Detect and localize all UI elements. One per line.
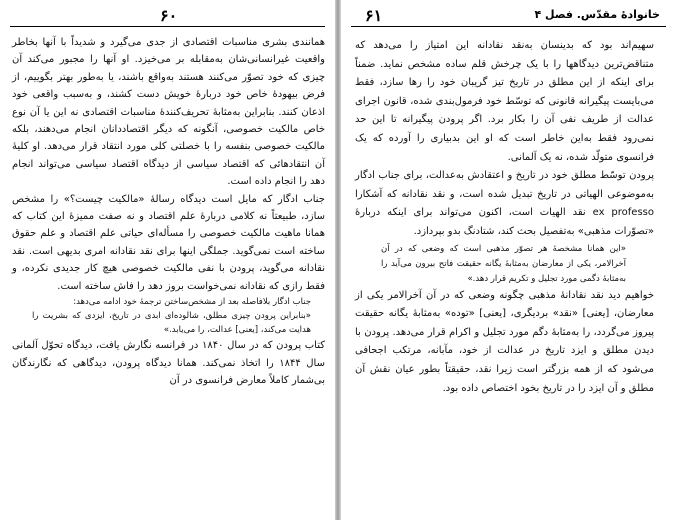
right-page-header — [351, 4, 666, 27]
right-page — [341, 0, 676, 520]
right-page-body — [355, 37, 654, 398]
right-quote: «این همانا مشخصهٔ هر تصوّر مذهبی است که وضعی که در آن آخرالامر، یکی از معارضان به‌مثابهٔ یگانه حقیقت فاتح بیرون می‌آید را به‌مثابهٔ دگمی مورد تجلیل و تکریم قرار دهد.» — [381, 243, 626, 284]
right-paragraph-2 — [355, 167, 654, 241]
left-quote-intro: جناب ادگار بلافاصله بعد از مشخص‌ساختن ترجمهٔ خود ادامه می‌دهد: — [73, 297, 311, 308]
left-quote: «بنابراین پرودن چیزی مطلق، شالوده‌ای ابدی در تاریخ، ایزدی که بشریت را هدایت می‌کند، [یعنی] عدالت، را می‌یابد.» — [32, 311, 311, 336]
latin-phrase: ex professo — [592, 207, 654, 219]
right-paragraph-2-start: پرودن توسّط مطلق خود در تاریخ و اعتقادش به‌عدالت، برای جناب ادگار به‌موضوعی الهیاتی در تاریخ تبدیل شده است، و نقد نقادانه که آشکارا — [355, 170, 654, 200]
right-closing-paragraph: خواهیم دید نقد نقادانهٔ مذهبی چگونه وضعی که در آن آخرالامر یکی از معارضان، [یعنی] «نقد» بردیگری، [یعنی] «توده» به‌مثابهٔ یگانه حقیقت پیروز می‌گردد، را به‌مثابهٔ دگم مورد تجلیل و اکرام قرار می‌دهد. پرودن با دیدن مطلق و ایزد تاریخ در عدالت از خود، مآبانه، مرتکب اجحافی می‌شود که از همه بزرگتر است زیرا نقد، حقیقتاً بطور عیان نقش آن مطلق و آن ایزد را در تاریخ بخود اختصاص داده بود. — [355, 289, 654, 394]
left-page-number: ۶۰ — [160, 6, 178, 25]
running-head: خانوادهٔ مقدّس. فصل ۴ — [534, 8, 660, 21]
left-page-body — [12, 34, 325, 389]
right-paragraph-2-end: نقد الهیات است، اکنون می‌تواند برای اینکه دربارهٔ «تصوّرات مذهبی» به‌تفصیل بحث کند، شتادنگ بدو بپردازد. — [355, 207, 654, 237]
left-closing-paragraph: کتاب پرودن که در سال ۱۸۴۰ در فرانسه نگارش یافت، دیدگاه تحوّل آلمانی سال ۱۸۴۴ را اتخاذ نمی‌کند. همانا دیدگاه پرودن، دیدگاهی که نگارندگان بی‌شمار کاملاً معارض فرانسوی در آن — [12, 340, 325, 386]
right-page-number: ۶۱ — [365, 6, 383, 25]
right-paragraph-1: سهیم‌اند بود که بدینسان به‌نقد نقادانه این امتیاز را می‌دهد که متناقض‌ترین دیدگاهها را با یک چرخش قلم ساده مشخص نماید. ضمناً برای اینکه از این مطلق در تاریخ تیز گریبان خود را رها سازد، فقط می‌بایست پیگیرانه قانونی که توسّط خود فرمول‌بندی شده، قانون اجرای عدالت از طریف نفی آن را بکار برد. اگر پرودن پیگیرانه تا این حد نمی‌رود فقط به‌این خاطر است که او این بدبیاری را آورده که یک فرانسوی متولّد شده، نه یک آلمانی. — [355, 40, 654, 163]
left-page-header — [10, 4, 325, 27]
left-paragraph-1: همانندی بشری مناسبات اقتصادی از جدی می‌گیرد و شدیداً با آنها بخاطر واقعیت غیرانسانی‌شان به‌مقابله بر می‌خیزد. او آنها را مجبور می‌کند آن چیزی که خود تصوّر می‌کنند هستند به‌واقع باشند، یا به‌طور بهتر بگوییم، از فرض بیهودهٔ خاص خود دربارهٔ خویش دست کشند، و به‌سبب واقعی خود اذعان کنند. بنابراین به‌مثابهٔ تحریف‌کنندهٔ مناسبات اقتصادی نه این یا آن نوع خاص مالکیت خصوصی، آنگونه که دیگر اقتصاددانان انجام می‌دهند، بلکه مالکیت خصوصی بنفسه را با خصلتی کلی مورد انتقاد قرار می‌دهد. او کلیهٔ آن انتقادهائی که اقتصاد سیاسی از دیدگاه اقتصاد سیاسی می‌تواند انجام دهد را انجام داده است. — [12, 37, 325, 188]
left-page — [0, 0, 335, 520]
left-paragraph-2: جناب ادگار که مایل است دیدگاه رسالهٔ «مالکیت چیست؟» را مشخص سازد، طبیعتاً نه کلامی دربارهٔ علم اقتصاد و نه صفت ممیزهٔ این کتاب که همانا ماهیت مالکیت خصوصی را مسأله‌ای حیاتی علم اقتصاد و علم حقوق ساخته است نمی‌گوید. جملگی اینها برای نقد نقادانه امری بدیهی است. نقد نقادانه می‌گوید، پرودن با نفی مالکیت خصوصی هیچ کار جدیدی نکرده، و فقط رازی که نقادانه نمی‌خواست بروز دهد را فاش ساخته است. — [12, 193, 325, 292]
